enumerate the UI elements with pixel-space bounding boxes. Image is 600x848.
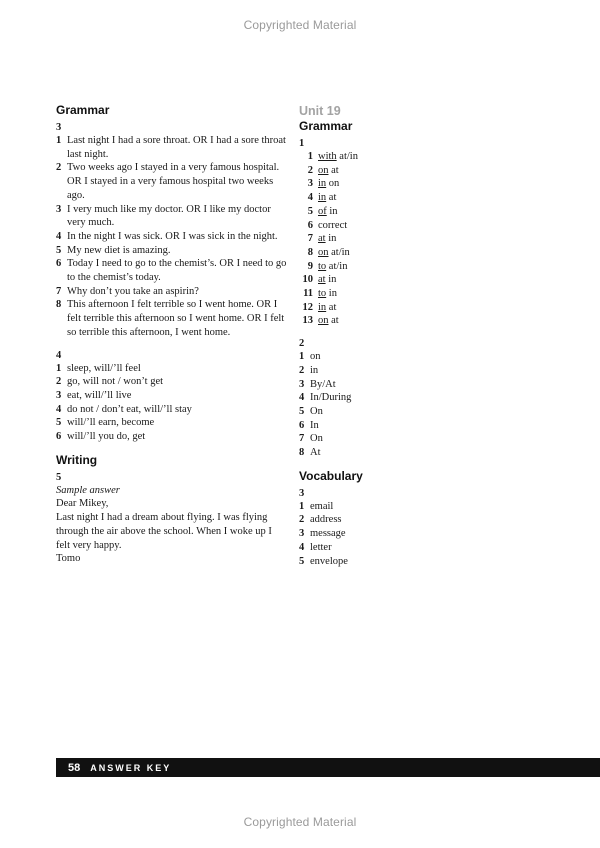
underlined-word: to bbox=[318, 260, 327, 272]
answer-text: Why don’t you take an aspirin? bbox=[67, 285, 199, 297]
answer-text bbox=[318, 205, 409, 219]
answer-item bbox=[299, 432, 409, 446]
answer-number: 4 bbox=[56, 230, 62, 242]
exercise-number: 5 bbox=[56, 471, 62, 483]
answer-number: 7 bbox=[307, 233, 313, 245]
answer-text: On bbox=[310, 433, 323, 445]
answer-number: 13 bbox=[302, 315, 313, 327]
page-number: 58 bbox=[68, 761, 81, 774]
answer-item bbox=[56, 203, 288, 230]
copyright-watermark-top: Copyrighted Material bbox=[243, 18, 357, 32]
answer-item bbox=[299, 513, 409, 527]
underlined-word: on bbox=[318, 246, 329, 258]
answer-text: message bbox=[310, 528, 346, 540]
answer-text: Today I need to go to the chemist’s. OR I need to go to the chemist’s today. bbox=[67, 258, 287, 284]
answer-text bbox=[318, 301, 409, 315]
answer-number: 1 bbox=[56, 362, 62, 374]
answer-item bbox=[299, 219, 409, 233]
answer-item bbox=[56, 403, 288, 417]
answer-text bbox=[318, 164, 409, 178]
answer-number: 2 bbox=[307, 164, 313, 176]
underlined-word: at bbox=[318, 233, 326, 245]
letter-body: Last night I had a dream about flying. I was flying through the air above the school. When I woke up I felt very happy. bbox=[56, 512, 272, 551]
underlined-word: on bbox=[318, 164, 329, 176]
answer-item bbox=[299, 446, 409, 460]
answer-number: 3 bbox=[299, 528, 305, 540]
underlined-word: in bbox=[318, 178, 327, 190]
answer-number: 4 bbox=[299, 541, 305, 553]
answer-text: Two weeks ago I stayed in a very famous hospital. OR I stayed in a very famous hospital two weeks ago. bbox=[67, 162, 280, 201]
answer-list bbox=[299, 150, 409, 328]
copyright-watermark-bottom: Copyrighted Material bbox=[243, 815, 357, 829]
underlined-word: on bbox=[318, 315, 329, 327]
answer-rest: in bbox=[325, 274, 337, 286]
answer-number: 12 bbox=[302, 301, 313, 313]
answer-number: 1 bbox=[56, 135, 62, 146]
answer-item bbox=[56, 416, 288, 430]
answer-rest: on bbox=[326, 178, 340, 190]
answer-text: do not / don’t eat, will/’ll stay bbox=[67, 403, 192, 415]
answer-number: 1 bbox=[299, 351, 305, 363]
answer-item bbox=[299, 273, 409, 287]
answer-text bbox=[318, 177, 409, 191]
answer-text: In/During bbox=[310, 392, 352, 404]
answer-number: 2 bbox=[56, 376, 62, 388]
answer-text: In bbox=[310, 419, 319, 431]
answer-number: 4 bbox=[56, 403, 62, 415]
answer-text bbox=[318, 219, 409, 233]
answer-item bbox=[299, 541, 409, 555]
answer-rest: at bbox=[326, 192, 337, 204]
answer-rest: at bbox=[326, 301, 337, 313]
answer-text: eat, will/’ll live bbox=[67, 389, 132, 401]
answer-text: sleep, will/’ll feel bbox=[67, 362, 141, 374]
answer-number: 6 bbox=[307, 219, 313, 231]
footer-bar bbox=[56, 758, 600, 777]
answer-item bbox=[299, 500, 409, 514]
answer-item bbox=[56, 362, 288, 376]
answer-rest: at/in bbox=[328, 246, 350, 258]
answer-item bbox=[56, 161, 288, 202]
footer-label: ANSWER KEY bbox=[90, 762, 172, 773]
answer-number: 7 bbox=[299, 433, 305, 445]
answer-number: 5 bbox=[299, 555, 305, 567]
answer-item bbox=[299, 191, 409, 205]
answer-text: I very much like my doctor. OR I like my doctor very much. bbox=[67, 203, 271, 229]
answer-number: 1 bbox=[299, 500, 305, 512]
answer-number: 1 bbox=[307, 151, 313, 162]
answer-item bbox=[56, 244, 288, 258]
answer-text: address bbox=[310, 514, 342, 526]
answer-number: 8 bbox=[56, 299, 62, 311]
answer-text: By/At bbox=[310, 378, 336, 390]
answer-item bbox=[56, 230, 288, 244]
answer-text bbox=[318, 314, 409, 328]
answer-rest: correct bbox=[318, 219, 348, 231]
answer-number: 3 bbox=[307, 178, 313, 190]
answer-item bbox=[299, 301, 409, 315]
grammar-heading: Grammar bbox=[299, 119, 353, 133]
answer-list bbox=[56, 134, 288, 340]
answer-number: 3 bbox=[56, 203, 62, 215]
answer-item bbox=[299, 364, 409, 378]
answer-item bbox=[56, 298, 288, 339]
answer-item bbox=[299, 419, 409, 433]
answer-text: will/’ll earn, become bbox=[67, 417, 155, 429]
letter-signoff: Tomo bbox=[56, 553, 81, 565]
answer-item bbox=[299, 260, 409, 274]
answer-number: 6 bbox=[56, 431, 62, 443]
answer-text: go, will not / won’t get bbox=[67, 376, 164, 388]
answer-item bbox=[56, 430, 288, 444]
answer-item bbox=[299, 164, 409, 178]
answer-item bbox=[299, 232, 409, 246]
answer-text: At bbox=[310, 447, 321, 459]
answer-item bbox=[56, 285, 288, 299]
answer-text: will/’ll you do, get bbox=[67, 431, 146, 443]
answer-item bbox=[299, 405, 409, 419]
exercise-number: 2 bbox=[299, 338, 305, 350]
answer-item bbox=[56, 389, 288, 403]
answer-rest: at/in bbox=[326, 260, 348, 272]
answer-rest: in bbox=[325, 233, 337, 245]
answer-list bbox=[299, 500, 409, 569]
answer-rest: in bbox=[326, 288, 337, 300]
exercise-number: 3 bbox=[56, 122, 62, 133]
answer-item bbox=[299, 378, 409, 392]
underlined-word: with bbox=[318, 151, 337, 162]
answer-number: 6 bbox=[299, 419, 305, 431]
answer-item bbox=[299, 246, 409, 260]
answer-number: 4 bbox=[299, 392, 305, 404]
answer-text bbox=[318, 260, 409, 274]
exercise-number: 3 bbox=[299, 487, 305, 499]
answer-number: 8 bbox=[307, 246, 313, 258]
answer-text: On bbox=[310, 405, 323, 417]
right-column bbox=[299, 103, 409, 568]
answer-text bbox=[318, 150, 409, 164]
underlined-word: to bbox=[318, 288, 327, 300]
answer-text bbox=[318, 232, 409, 246]
underlined-word: at bbox=[318, 274, 326, 286]
sample-answer-label: Sample answer bbox=[56, 484, 120, 496]
answer-number: 9 bbox=[307, 260, 313, 272]
grammar-heading: Grammar bbox=[56, 103, 110, 117]
writing-heading: Writing bbox=[56, 452, 98, 467]
answer-number: 10 bbox=[302, 274, 313, 286]
answer-text: This afternoon I felt terrible so I went home. OR I felt terrible this afternoon so I went home. OR I felt so terrible this afternoon, I went home. bbox=[67, 299, 285, 338]
answer-number: 5 bbox=[299, 405, 305, 417]
answer-item bbox=[56, 375, 288, 389]
answer-item bbox=[299, 177, 409, 191]
answer-item bbox=[299, 555, 409, 569]
answer-number: 8 bbox=[299, 447, 305, 459]
answer-list bbox=[56, 362, 288, 444]
answer-number: 5 bbox=[307, 205, 313, 217]
answer-number: 5 bbox=[56, 244, 62, 256]
answer-item bbox=[56, 134, 288, 161]
left-column bbox=[56, 103, 288, 566]
answer-item bbox=[299, 287, 409, 301]
answer-text: Last night I had a sore throat. OR I had a sore throat last night. bbox=[67, 135, 286, 160]
answer-number: 6 bbox=[56, 258, 62, 270]
answer-rest: at bbox=[328, 315, 339, 327]
exercise-number: 1 bbox=[299, 138, 305, 149]
answer-number: 11 bbox=[303, 288, 313, 300]
answer-number: 5 bbox=[56, 417, 62, 429]
answer-text: on bbox=[310, 351, 321, 363]
vocabulary-heading: Vocabulary bbox=[299, 468, 363, 483]
answer-number: 2 bbox=[56, 162, 62, 174]
answer-text: envelope bbox=[310, 555, 348, 567]
answer-rest: at/in bbox=[336, 151, 358, 162]
answer-number: 2 bbox=[299, 514, 305, 526]
answer-text bbox=[318, 191, 409, 205]
exercise-number: 4 bbox=[56, 349, 62, 361]
underlined-word: in bbox=[318, 192, 327, 204]
answer-number: 3 bbox=[299, 378, 305, 390]
answer-text: In the night I was sick. OR I was sick in the night. bbox=[67, 230, 278, 242]
answer-item bbox=[299, 350, 409, 364]
underlined-word: in bbox=[318, 301, 327, 313]
answer-text: My new diet is amazing. bbox=[67, 244, 171, 256]
answer-text bbox=[318, 287, 409, 301]
answer-item bbox=[299, 391, 409, 405]
answer-text: letter bbox=[310, 541, 332, 553]
answer-number: 7 bbox=[56, 285, 62, 297]
answer-item bbox=[299, 150, 409, 164]
unit-title: Unit 19 bbox=[299, 104, 341, 118]
answer-item bbox=[299, 527, 409, 541]
underlined-word: of bbox=[318, 205, 327, 217]
answer-text bbox=[318, 246, 409, 260]
answer-text: in bbox=[310, 364, 319, 376]
answer-text: email bbox=[310, 500, 334, 512]
answer-number: 4 bbox=[307, 192, 313, 204]
answer-item bbox=[299, 205, 409, 219]
answer-rest: at bbox=[328, 164, 339, 176]
answer-item bbox=[56, 257, 288, 284]
answer-rest: in bbox=[326, 205, 338, 217]
answer-item bbox=[299, 314, 409, 328]
answer-number: 3 bbox=[56, 389, 62, 401]
answer-text bbox=[318, 273, 409, 287]
answer-number: 2 bbox=[299, 364, 305, 376]
letter-greeting: Dear Mikey, bbox=[56, 498, 109, 510]
answer-list bbox=[299, 350, 409, 460]
